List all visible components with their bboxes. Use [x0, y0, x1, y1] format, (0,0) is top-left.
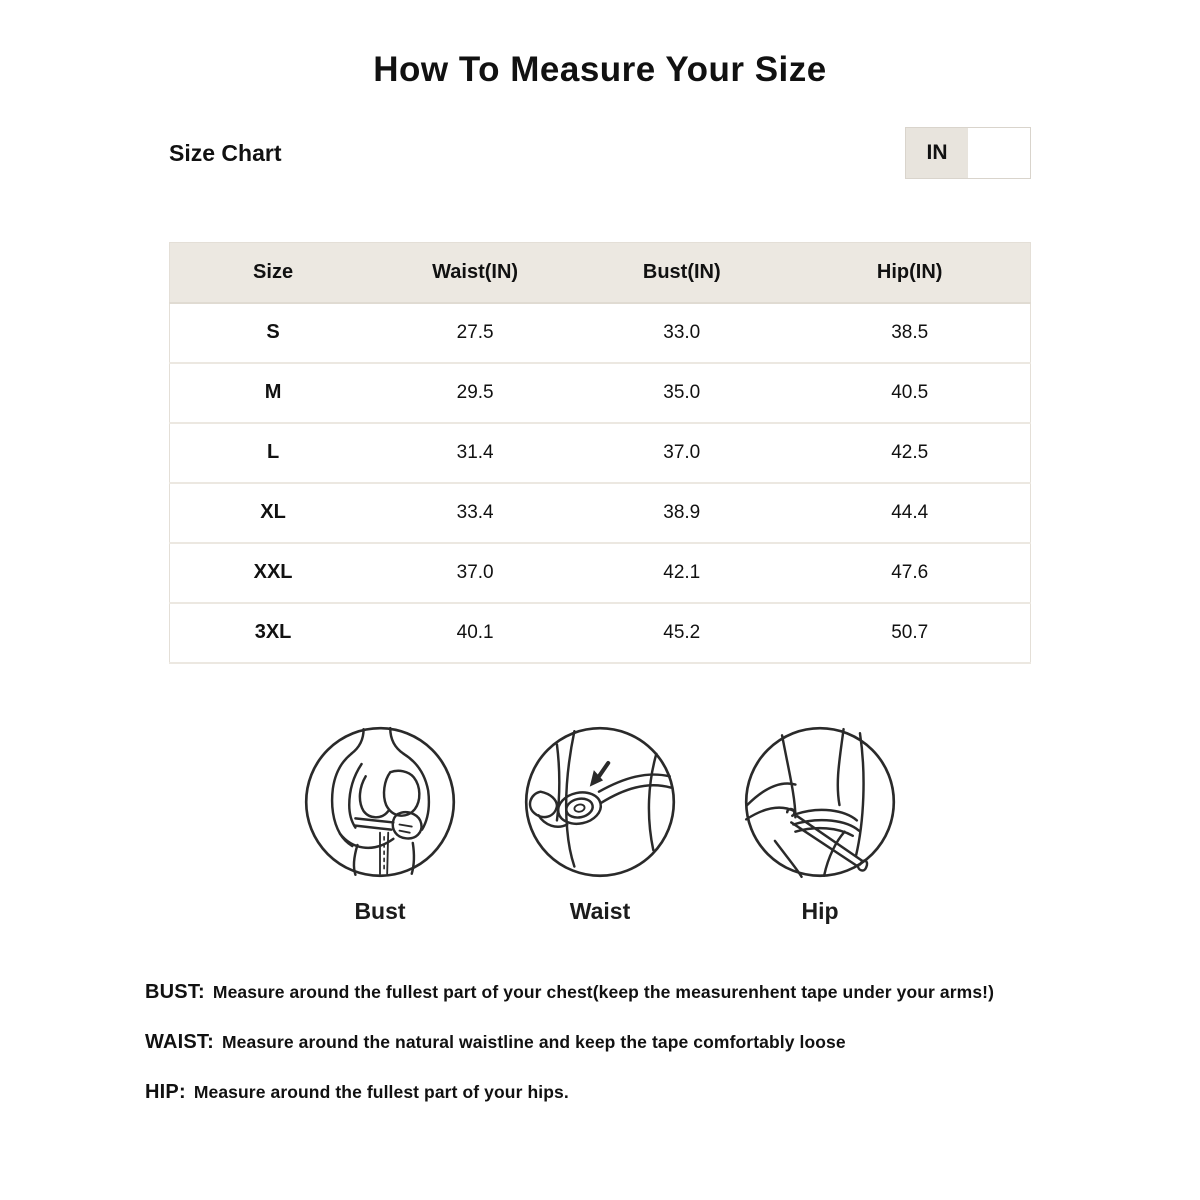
- cell-size: L: [170, 423, 377, 483]
- unit-toggle-option-in[interactable]: IN: [906, 128, 968, 178]
- size-table-header-row: [170, 243, 1031, 303]
- column-header-size: Size: [170, 243, 377, 303]
- cell-size: 3XL: [170, 603, 377, 663]
- table-row: [170, 543, 1031, 603]
- cell-hip: 47.6: [789, 543, 1030, 603]
- cell-bust: 35.0: [574, 363, 789, 423]
- unit-toggle[interactable]: [905, 127, 1031, 179]
- cell-bust: 45.2: [574, 603, 789, 663]
- waist-measure-icon: [518, 722, 682, 886]
- table-row: [170, 603, 1031, 663]
- cell-waist: 27.5: [376, 303, 574, 363]
- cell-size: S: [170, 303, 377, 363]
- instruction-text-waist: Measure around the natural waistline and keep the tape comfortably loose: [221, 1031, 846, 1052]
- instruction-waist: [145, 1031, 1120, 1054]
- cell-waist: 40.1: [376, 603, 574, 663]
- cell-size: XXL: [170, 543, 377, 603]
- column-header-waist: Waist(IN): [376, 243, 574, 303]
- instruction-hip: [145, 1081, 1120, 1104]
- chart-header: [169, 126, 1031, 180]
- cell-waist: 37.0: [376, 543, 574, 603]
- measure-figures: [169, 722, 1031, 925]
- size-chart-section: [169, 126, 1031, 925]
- instruction-text-hip: Measure around the fullest part of your hips.: [193, 1081, 569, 1102]
- bust-measure-icon: [298, 722, 462, 886]
- cell-bust: 33.0: [574, 303, 789, 363]
- cell-hip: 44.4: [789, 483, 1030, 543]
- cell-waist: 33.4: [376, 483, 574, 543]
- cell-bust: 37.0: [574, 423, 789, 483]
- cell-bust: 42.1: [574, 543, 789, 603]
- cell-waist: 31.4: [376, 423, 574, 483]
- cell-waist: 29.5: [376, 363, 574, 423]
- cell-hip: 50.7: [789, 603, 1030, 663]
- unit-toggle-option-right[interactable]: [968, 128, 1030, 178]
- instruction-bust: [145, 981, 1120, 1004]
- cell-hip: 42.5: [789, 423, 1030, 483]
- hip-measure-icon: [738, 722, 902, 886]
- table-row: [170, 363, 1031, 423]
- section-title: Size Chart: [169, 139, 282, 166]
- instruction-text-bust: Measure around the fullest part of your chest(keep the measurenhent tape under your arms!): [212, 981, 995, 1002]
- column-header-hip: Hip(IN): [789, 243, 1030, 303]
- instruction-label-hip: HIP:: [145, 1080, 186, 1103]
- hip-figure: [738, 722, 902, 925]
- cell-hip: 40.5: [789, 363, 1030, 423]
- cell-hip: 38.5: [789, 303, 1030, 363]
- cell-size: M: [170, 363, 377, 423]
- measure-instructions: [145, 981, 1120, 1104]
- figure-label-waist: Waist: [569, 897, 631, 924]
- table-row: [170, 303, 1031, 363]
- table-row: [170, 483, 1031, 543]
- instruction-label-bust: BUST:: [145, 980, 205, 1003]
- waist-figure: [518, 722, 682, 925]
- column-header-bust: Bust(IN): [574, 243, 789, 303]
- cell-size: XL: [170, 483, 377, 543]
- table-row: [170, 423, 1031, 483]
- figure-label-bust: Bust: [354, 897, 406, 924]
- size-table: [169, 242, 1031, 664]
- cell-bust: 38.9: [574, 483, 789, 543]
- page-title: How To Measure Your Size: [373, 50, 827, 89]
- bust-figure: [298, 722, 462, 925]
- instruction-label-waist: WAIST:: [145, 1030, 214, 1053]
- figure-label-hip: Hip: [801, 897, 839, 924]
